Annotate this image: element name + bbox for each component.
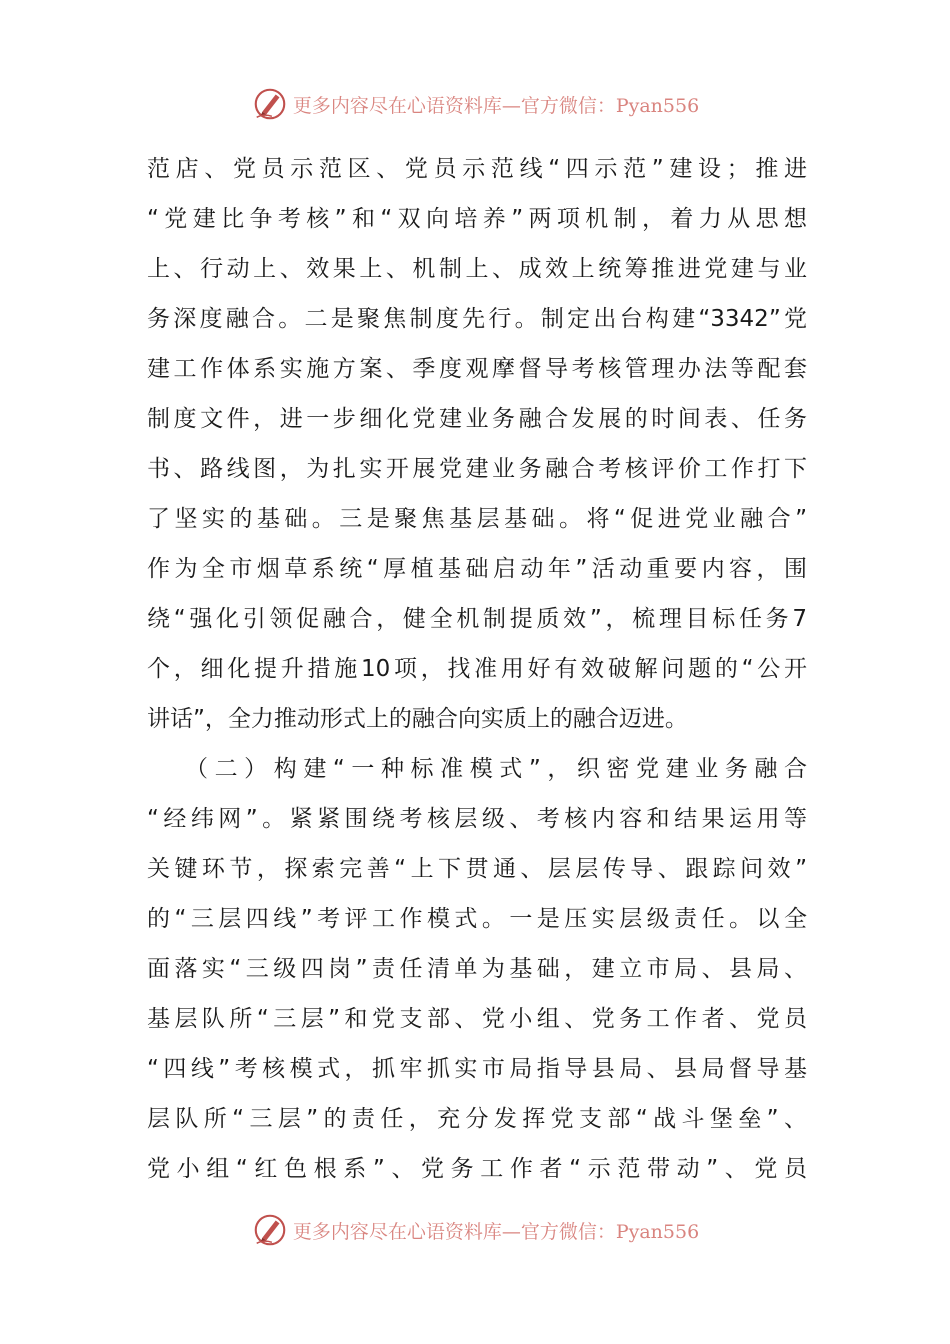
document-body bbox=[147, 144, 807, 1194]
text-line: “经纬网”。紧紧围绕考核层级、考核内容和结果运用等 bbox=[147, 806, 807, 832]
text-line: 建工作体系实施方案、季度观摩督导考核管理办法等配套 bbox=[147, 356, 807, 382]
text-line: 讲话”，全力推动形式上的融合向实质上的融合迈进。 bbox=[147, 706, 688, 732]
pen-logo-icon bbox=[251, 85, 289, 123]
footer-watermark bbox=[0, 1210, 950, 1250]
text-line: 范店、党员示范区、党员示范线“四示范”建设；推进 bbox=[147, 156, 807, 182]
text-line: 上、行动上、效果上、机制上、成效上统筹推进党建与业 bbox=[147, 256, 807, 282]
header-watermark bbox=[0, 84, 950, 124]
text-line: 的“三层四线”考评工作模式。一是压实层级责任。以全 bbox=[147, 906, 807, 932]
watermark-text: 更多内容尽在心语资料库—官方微信：Pyan556 bbox=[292, 1220, 700, 1243]
watermark-text: 更多内容尽在心语资料库—官方微信：Pyan556 bbox=[292, 94, 700, 117]
pen-logo-icon bbox=[251, 1211, 289, 1249]
text-line: 层队所“三层”的责任，充分发挥党支部“战斗堡垒”、 bbox=[147, 1106, 807, 1132]
text-line: 务深度融合。二是聚焦制度先行。制定出台构建“3342”党 bbox=[147, 306, 807, 332]
text-line: 绕“强化引领促融合，健全机制提质效”，梳理目标任务7 bbox=[147, 606, 807, 632]
text-line: 关键环节，探索完善“上下贯通、层层传导、跟踪问效” bbox=[147, 856, 807, 882]
text-line: “四线”考核模式，抓牢抓实市局指导县局、县局督导基 bbox=[147, 1056, 807, 1082]
text-line: 党小组“红色根系”、党务工作者“示范带动”、党员 bbox=[147, 1156, 807, 1182]
section-heading-line: （二）构建“一种标准模式”，织密党建业务融合 bbox=[185, 756, 807, 782]
text-line: 了坚实的基础。三是聚焦基层基础。将“促进党业融合” bbox=[147, 506, 807, 532]
text-line: 面落实“三级四岗”责任清单为基础，建立市局、县局、 bbox=[147, 956, 807, 982]
text-line: 个，细化提升措施10项，找准用好有效破解问题的“公开 bbox=[147, 656, 807, 682]
text-line: 作为全市烟草系统“厚植基础启动年”活动重要内容，围 bbox=[147, 556, 807, 582]
text-line: 基层队所“三层”和党支部、党小组、党务工作者、党员 bbox=[147, 1006, 807, 1032]
text-line: “党建比争考核”和“双向培养”两项机制，着力从思想 bbox=[147, 206, 807, 232]
text-line: 书、路线图，为扎实开展党建业务融合考核评价工作打下 bbox=[147, 456, 807, 482]
text-line: 制度文件，进一步细化党建业务融合发展的时间表、任务 bbox=[147, 406, 807, 432]
